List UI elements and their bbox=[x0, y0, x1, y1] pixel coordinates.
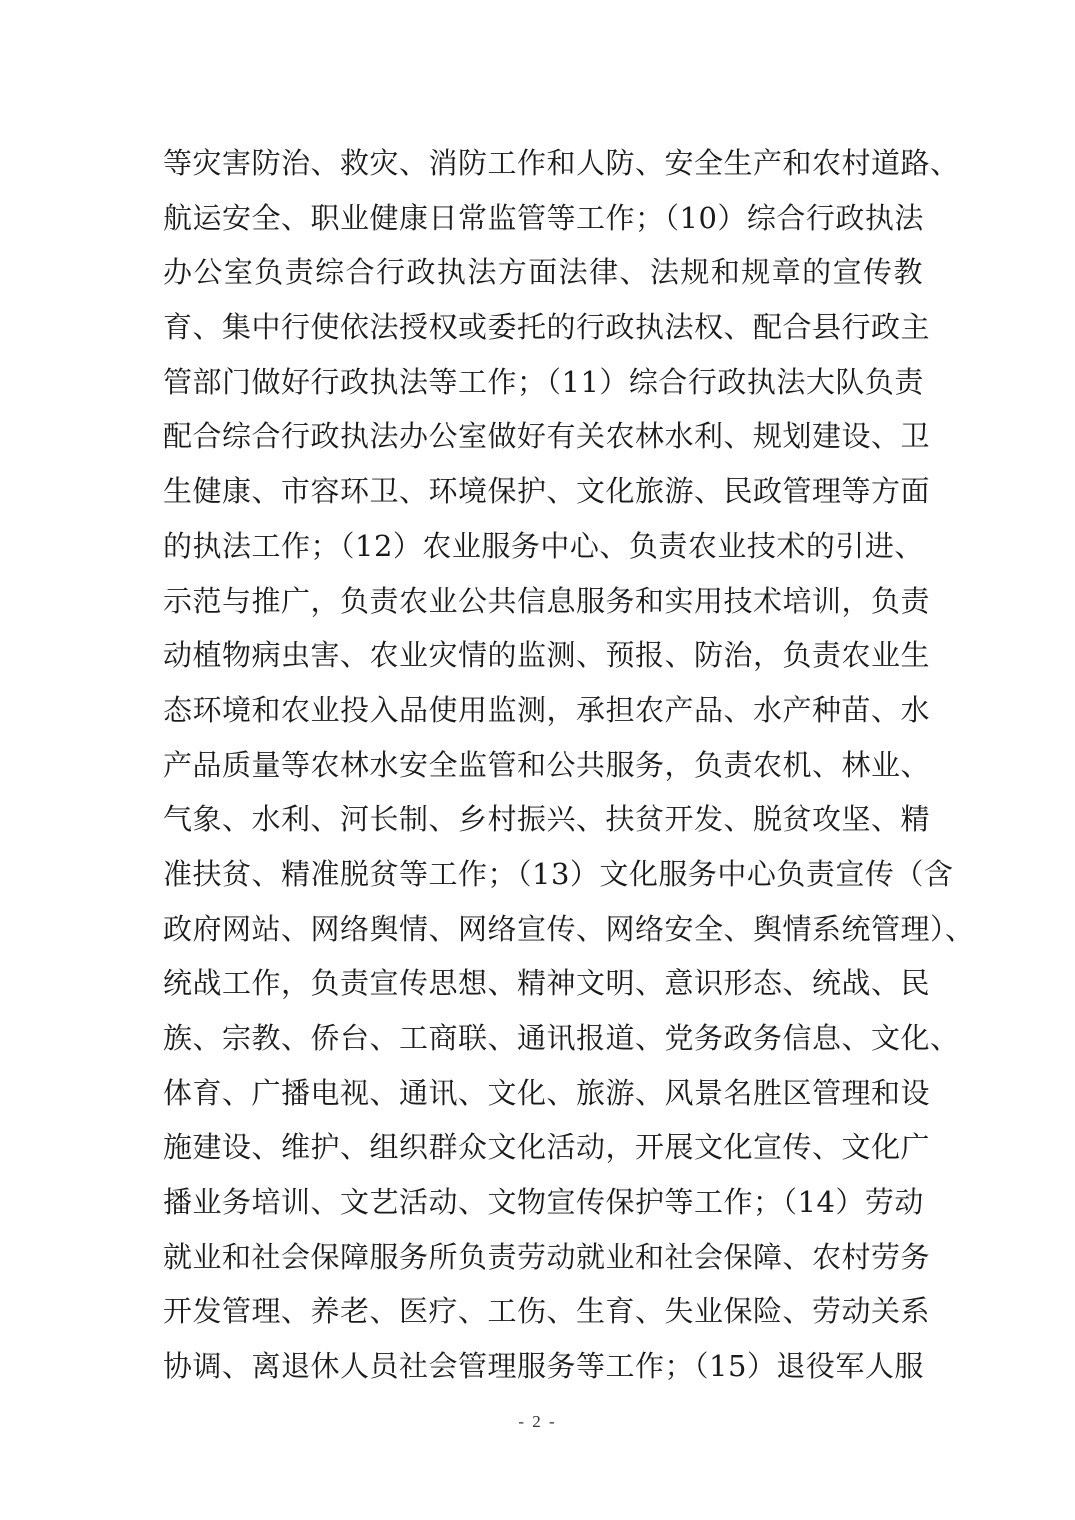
text-line: 统战工作，负责宣传思想、精神文明、意识形态、统战、民 bbox=[163, 966, 931, 1001]
text-line: 体育、广播电视、通讯、文化、旅游、风景名胜区管理和设 bbox=[163, 1075, 931, 1110]
text-line: 管部门做好行政执法等工作；（11）综合行政执法大队负责 bbox=[163, 364, 924, 399]
text-line: 航运安全、职业健康日常监管等工作；（10）综合行政执法 bbox=[163, 200, 924, 235]
text-line: 的执法工作；（12）农业服务中心、负责农业技术的引进、 bbox=[163, 528, 924, 563]
text-line: 政府网站、网络舆情、网络宣传、网络安全、舆情系统管理）、 bbox=[163, 911, 975, 946]
text-line: 生健康、市容环卫、环境保护、文化旅游、民政管理等方面 bbox=[163, 474, 931, 509]
text-line: 协调、离退休人员社会管理服务等工作；（15）退役军人服 bbox=[163, 1349, 924, 1384]
text-line: 就业和社会保障服务所负责劳动就业和社会保障、农村劳务 bbox=[163, 1239, 931, 1274]
text-line: 开发管理、养老、医疗、工伤、生育、失业保险、劳动关系 bbox=[163, 1294, 931, 1329]
text-line: 态环境和农业投入品使用监测，承担农产品、水产种苗、水 bbox=[163, 692, 931, 727]
text-line: 产品质量等农林水安全监管和公共服务，负责农机、林业、 bbox=[163, 747, 931, 782]
text-line: 配合综合行政执法办公室做好有关农林水利、规划建设、卫 bbox=[163, 419, 931, 454]
text-line: 示范与推广，负责农业公共信息服务和实用技术培训，负责 bbox=[163, 583, 931, 618]
text-line: 族、宗教、侨台、工商联、通讯报道、党务政务信息、文化、 bbox=[163, 1021, 960, 1055]
page-number: - 2 - bbox=[518, 1412, 557, 1431]
text-line: 施建设、维护、组织群众文化活动，开展文化宣传、文化广 bbox=[163, 1130, 931, 1165]
text-line: 等灾害防治、救灾、消防工作和人防、安全生产和农村道路、 bbox=[163, 146, 960, 180]
body-text bbox=[163, 136, 975, 1394]
text-line: 准扶贫、精准脱贫等工作；（13）文化服务中心负责宣传（含 bbox=[163, 856, 954, 891]
text-line: 动植物病虫害、农业灾情的监测、预报、防治，负责农业生 bbox=[163, 638, 931, 673]
text-line: 办公室负责综合行政执法方面法律、法规和规章的宣传教 bbox=[163, 255, 923, 290]
text-line: 气象、水利、河长制、乡村振兴、扶贫开发、脱贫攻坚、精 bbox=[163, 802, 931, 837]
text-line: 育、集中行使依法授权或委托的行政执法权、配合县行政主 bbox=[163, 310, 931, 345]
text-line: 播业务培训、文艺活动、文物宣传保护等工作；（14）劳动 bbox=[163, 1185, 924, 1220]
